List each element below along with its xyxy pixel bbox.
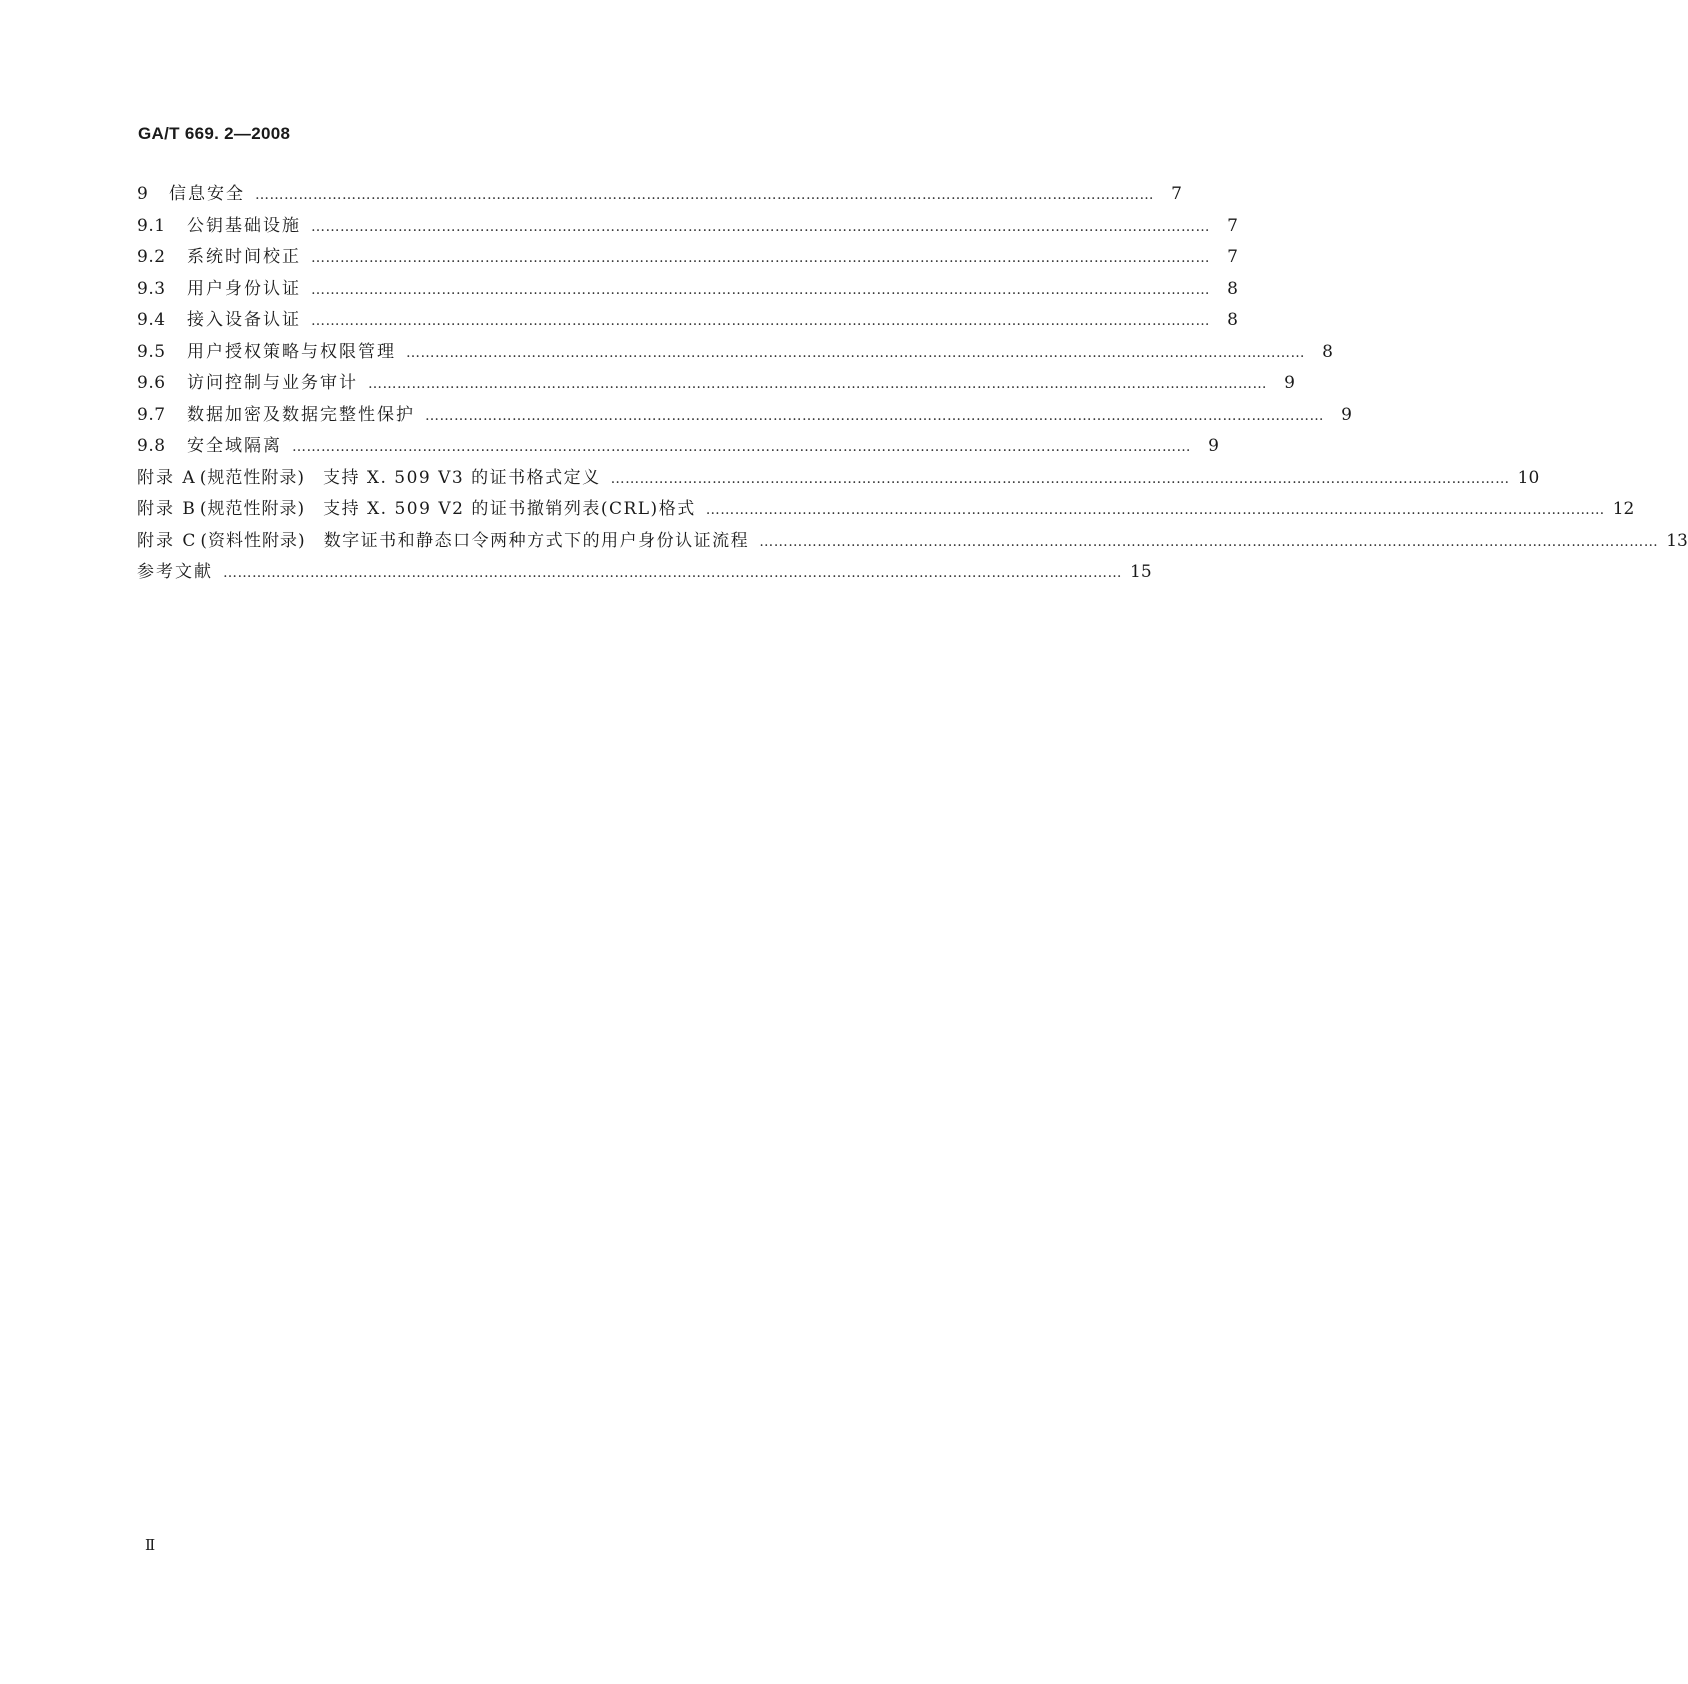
toc-dot-leader: …………………………………………………………………………………………………………………………………………………………………… bbox=[292, 439, 1191, 455]
toc-annex-c[interactable] bbox=[137, 526, 1688, 558]
toc-entry-page: 8 bbox=[1227, 310, 1238, 330]
toc-dot-leader: …………………………………………………………………………………………………………………………………………………………………… bbox=[406, 344, 1305, 361]
toc-entry-page: 8 bbox=[1322, 341, 1333, 362]
toc-entry-title: 系统时间校正 bbox=[187, 247, 301, 267]
toc-annex-title: 数字证书和静态口令两种方式下的用户身份认证流程 bbox=[323, 530, 750, 551]
toc-entry-page: 9 bbox=[1341, 404, 1352, 425]
toc-dot-leader: …………………………………………………………………………………………………………………………………………………………………… bbox=[759, 533, 1659, 550]
toc-annex-type: (资料性附录) bbox=[200, 530, 306, 551]
toc-dot-leader: …………………………………………………………………………………………………………………………………………………………………… bbox=[368, 376, 1267, 392]
toc-entry-9-1[interactable] bbox=[137, 211, 1238, 243]
toc-entry-page: 10 bbox=[1517, 467, 1540, 488]
toc-dot-leader: …………………………………………………………………………………………………………………………………………………………………… bbox=[311, 281, 1210, 298]
toc-entry-9-6[interactable] bbox=[137, 368, 1295, 400]
page-number: Ⅱ bbox=[145, 1536, 156, 1554]
toc-entry-9-8[interactable] bbox=[137, 431, 1219, 463]
toc-dot-leader: …………………………………………………………………………………………………………………………………………………………………… bbox=[311, 218, 1210, 235]
toc-entry-title: 数据加密及数据完整性保护 bbox=[187, 404, 415, 425]
toc-entry-page: 9 bbox=[1208, 436, 1219, 456]
toc-dot-leader: …………………………………………………………………………………………………………………………………………………………………… bbox=[255, 187, 1154, 203]
toc-entry-page: 7 bbox=[1171, 184, 1182, 204]
toc-entry-number: 9.5 bbox=[137, 341, 166, 362]
standard-code: GA/T 669. 2—2008 bbox=[138, 124, 291, 143]
toc-entry-page: 15 bbox=[1130, 562, 1152, 582]
toc-entry-title: 接入设备认证 bbox=[187, 310, 301, 330]
toc-entry-title: 参考文献 bbox=[137, 562, 213, 582]
toc-entry-number: 9.2 bbox=[137, 247, 166, 267]
toc-annex-type: (规范性附录) bbox=[199, 499, 306, 519]
toc-dot-leader: …………………………………………………………………………………………………………………………………………………………………… bbox=[705, 502, 1605, 518]
toc-entry-9-4[interactable] bbox=[137, 305, 1238, 337]
toc-entry-number: 9.6 bbox=[137, 373, 166, 393]
toc-annex-label: 附录 C bbox=[137, 530, 198, 551]
toc-entry-title: 用户身份认证 bbox=[187, 278, 301, 299]
toc-entry-number: 9.3 bbox=[137, 278, 166, 299]
toc-annex-a[interactable] bbox=[137, 463, 1540, 495]
toc-entry-title: 用户授权策略与权限管理 bbox=[187, 341, 396, 362]
toc-entry-page: 8 bbox=[1227, 278, 1238, 299]
toc-entry-number: 9.1 bbox=[137, 215, 166, 236]
toc-entry-title: 访问控制与业务审计 bbox=[187, 373, 358, 393]
toc-entry-9-7[interactable] bbox=[137, 400, 1352, 432]
toc-annex-b[interactable] bbox=[137, 494, 1635, 526]
toc-entry-page: 7 bbox=[1227, 247, 1238, 267]
toc-dot-leader: …………………………………………………………………………………………………………………………………………………………………… bbox=[311, 250, 1210, 266]
toc-annex-title: 支持 X. 509 V2 的证书撤销列表(CRL)格式 bbox=[323, 499, 696, 519]
toc-entry-page: 7 bbox=[1227, 215, 1238, 236]
toc-references[interactable] bbox=[137, 557, 1152, 589]
toc-entry-9[interactable] bbox=[137, 179, 1182, 211]
toc-dot-leader: …………………………………………………………………………………………………………………………………………………………………… bbox=[425, 407, 1324, 424]
toc-entry-number: 9.4 bbox=[137, 310, 166, 330]
toc-entry-title: 公钥基础设施 bbox=[187, 215, 301, 236]
toc-dot-leader: …………………………………………………………………………………………………………………………………………………………………… bbox=[223, 565, 1122, 581]
toc-entry-page: 13 bbox=[1666, 530, 1688, 551]
toc-entry-9-2[interactable] bbox=[137, 242, 1238, 274]
toc-annex-type: (规范性附录) bbox=[199, 467, 305, 488]
toc-annex-label: 附录 B bbox=[137, 499, 197, 519]
toc-dot-leader: …………………………………………………………………………………………………………………………………………………………………… bbox=[610, 470, 1510, 487]
toc-entry-9-3[interactable] bbox=[137, 274, 1238, 306]
toc-entry-title: 安全域隔离 bbox=[187, 436, 282, 456]
toc-annex-title: 支持 X. 509 V3 的证书格式定义 bbox=[322, 467, 601, 488]
toc-entry-page: 9 bbox=[1284, 373, 1295, 393]
toc-entry-number: 9.7 bbox=[137, 404, 166, 425]
toc-entry-9-5[interactable] bbox=[137, 337, 1333, 369]
table-of-contents bbox=[137, 179, 1688, 589]
toc-entry-number: 9.8 bbox=[137, 436, 166, 456]
toc-entry-title: 信息安全 bbox=[169, 184, 245, 204]
toc-entry-page: 12 bbox=[1612, 499, 1635, 519]
toc-entry-number: 9 bbox=[137, 184, 149, 204]
toc-annex-label: 附录 A bbox=[137, 467, 197, 488]
toc-dot-leader: …………………………………………………………………………………………………………………………………………………………………… bbox=[311, 313, 1210, 329]
